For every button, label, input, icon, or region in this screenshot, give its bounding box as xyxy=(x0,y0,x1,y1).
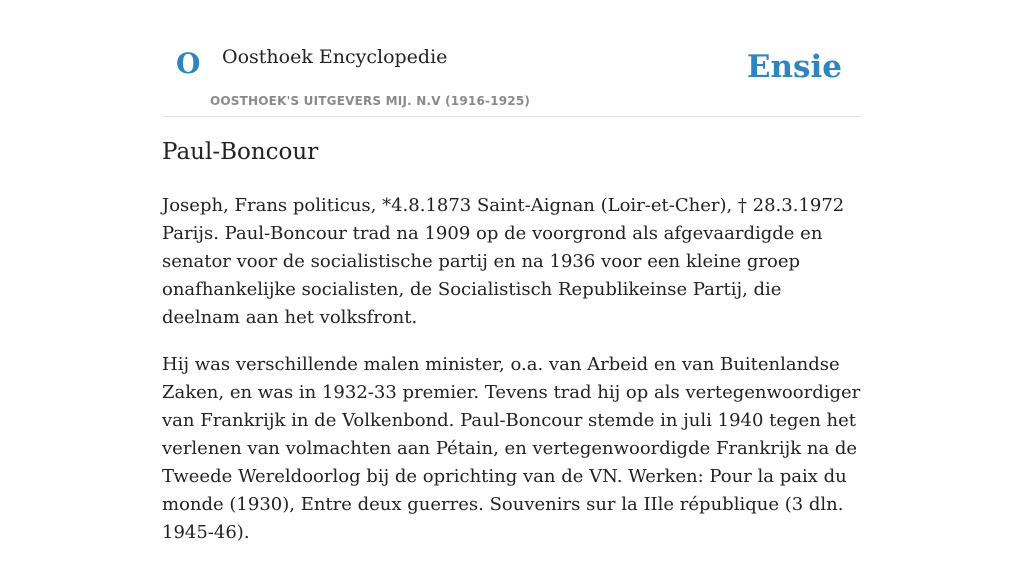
article xyxy=(162,138,862,566)
encyclopedia-logo-icon[interactable]: O xyxy=(176,47,201,80)
article-paragraph-2: Hij was verschillende malen minister, o.a. van Arbeid en van Buitenlandse Zaken, en was in 1932-33 premier. Tevens trad hij op als vertegenwoordiger van Frankrijk in de Volkenbond. Paul-Boncour stemde in juli 1940 tegen het verlenen van volmachten aan Pétain, en vertegenwoordigde Frankrijk na de Tweede Wereldoorlog bij de oprichting van de VN. Werken: Pour la paix du monde (1930), Entre deux guerres. Souvenirs sur la IIle république (3 dln. 1945-46). xyxy=(162,353,861,543)
publisher-label: OOSTHOEK'S UITGEVERS MIJ. N.V (1916-1925) xyxy=(210,94,531,108)
ensie-brand-logo[interactable]: Ensie xyxy=(746,49,842,85)
site-header xyxy=(162,0,862,117)
encyclopedia-title-link[interactable]: Oosthoek Encyclopedie xyxy=(222,46,448,68)
article-paragraph-1: Joseph, Frans politicus, *4.8.1873 Saint-Aignan (Loir-et-Cher), † 28.3.1972 Parijs. Paul-Boncour trad na 1909 op de voorgrond als afgevaardigde en senator voor de socialistische partij en na 1936 voor een kleine groep onafhankelijke socialisten, de Socialistisch Republikeinse Partij, die deelnam aan het volksfront. xyxy=(162,194,845,328)
article-title: Paul-Boncour xyxy=(162,139,319,165)
